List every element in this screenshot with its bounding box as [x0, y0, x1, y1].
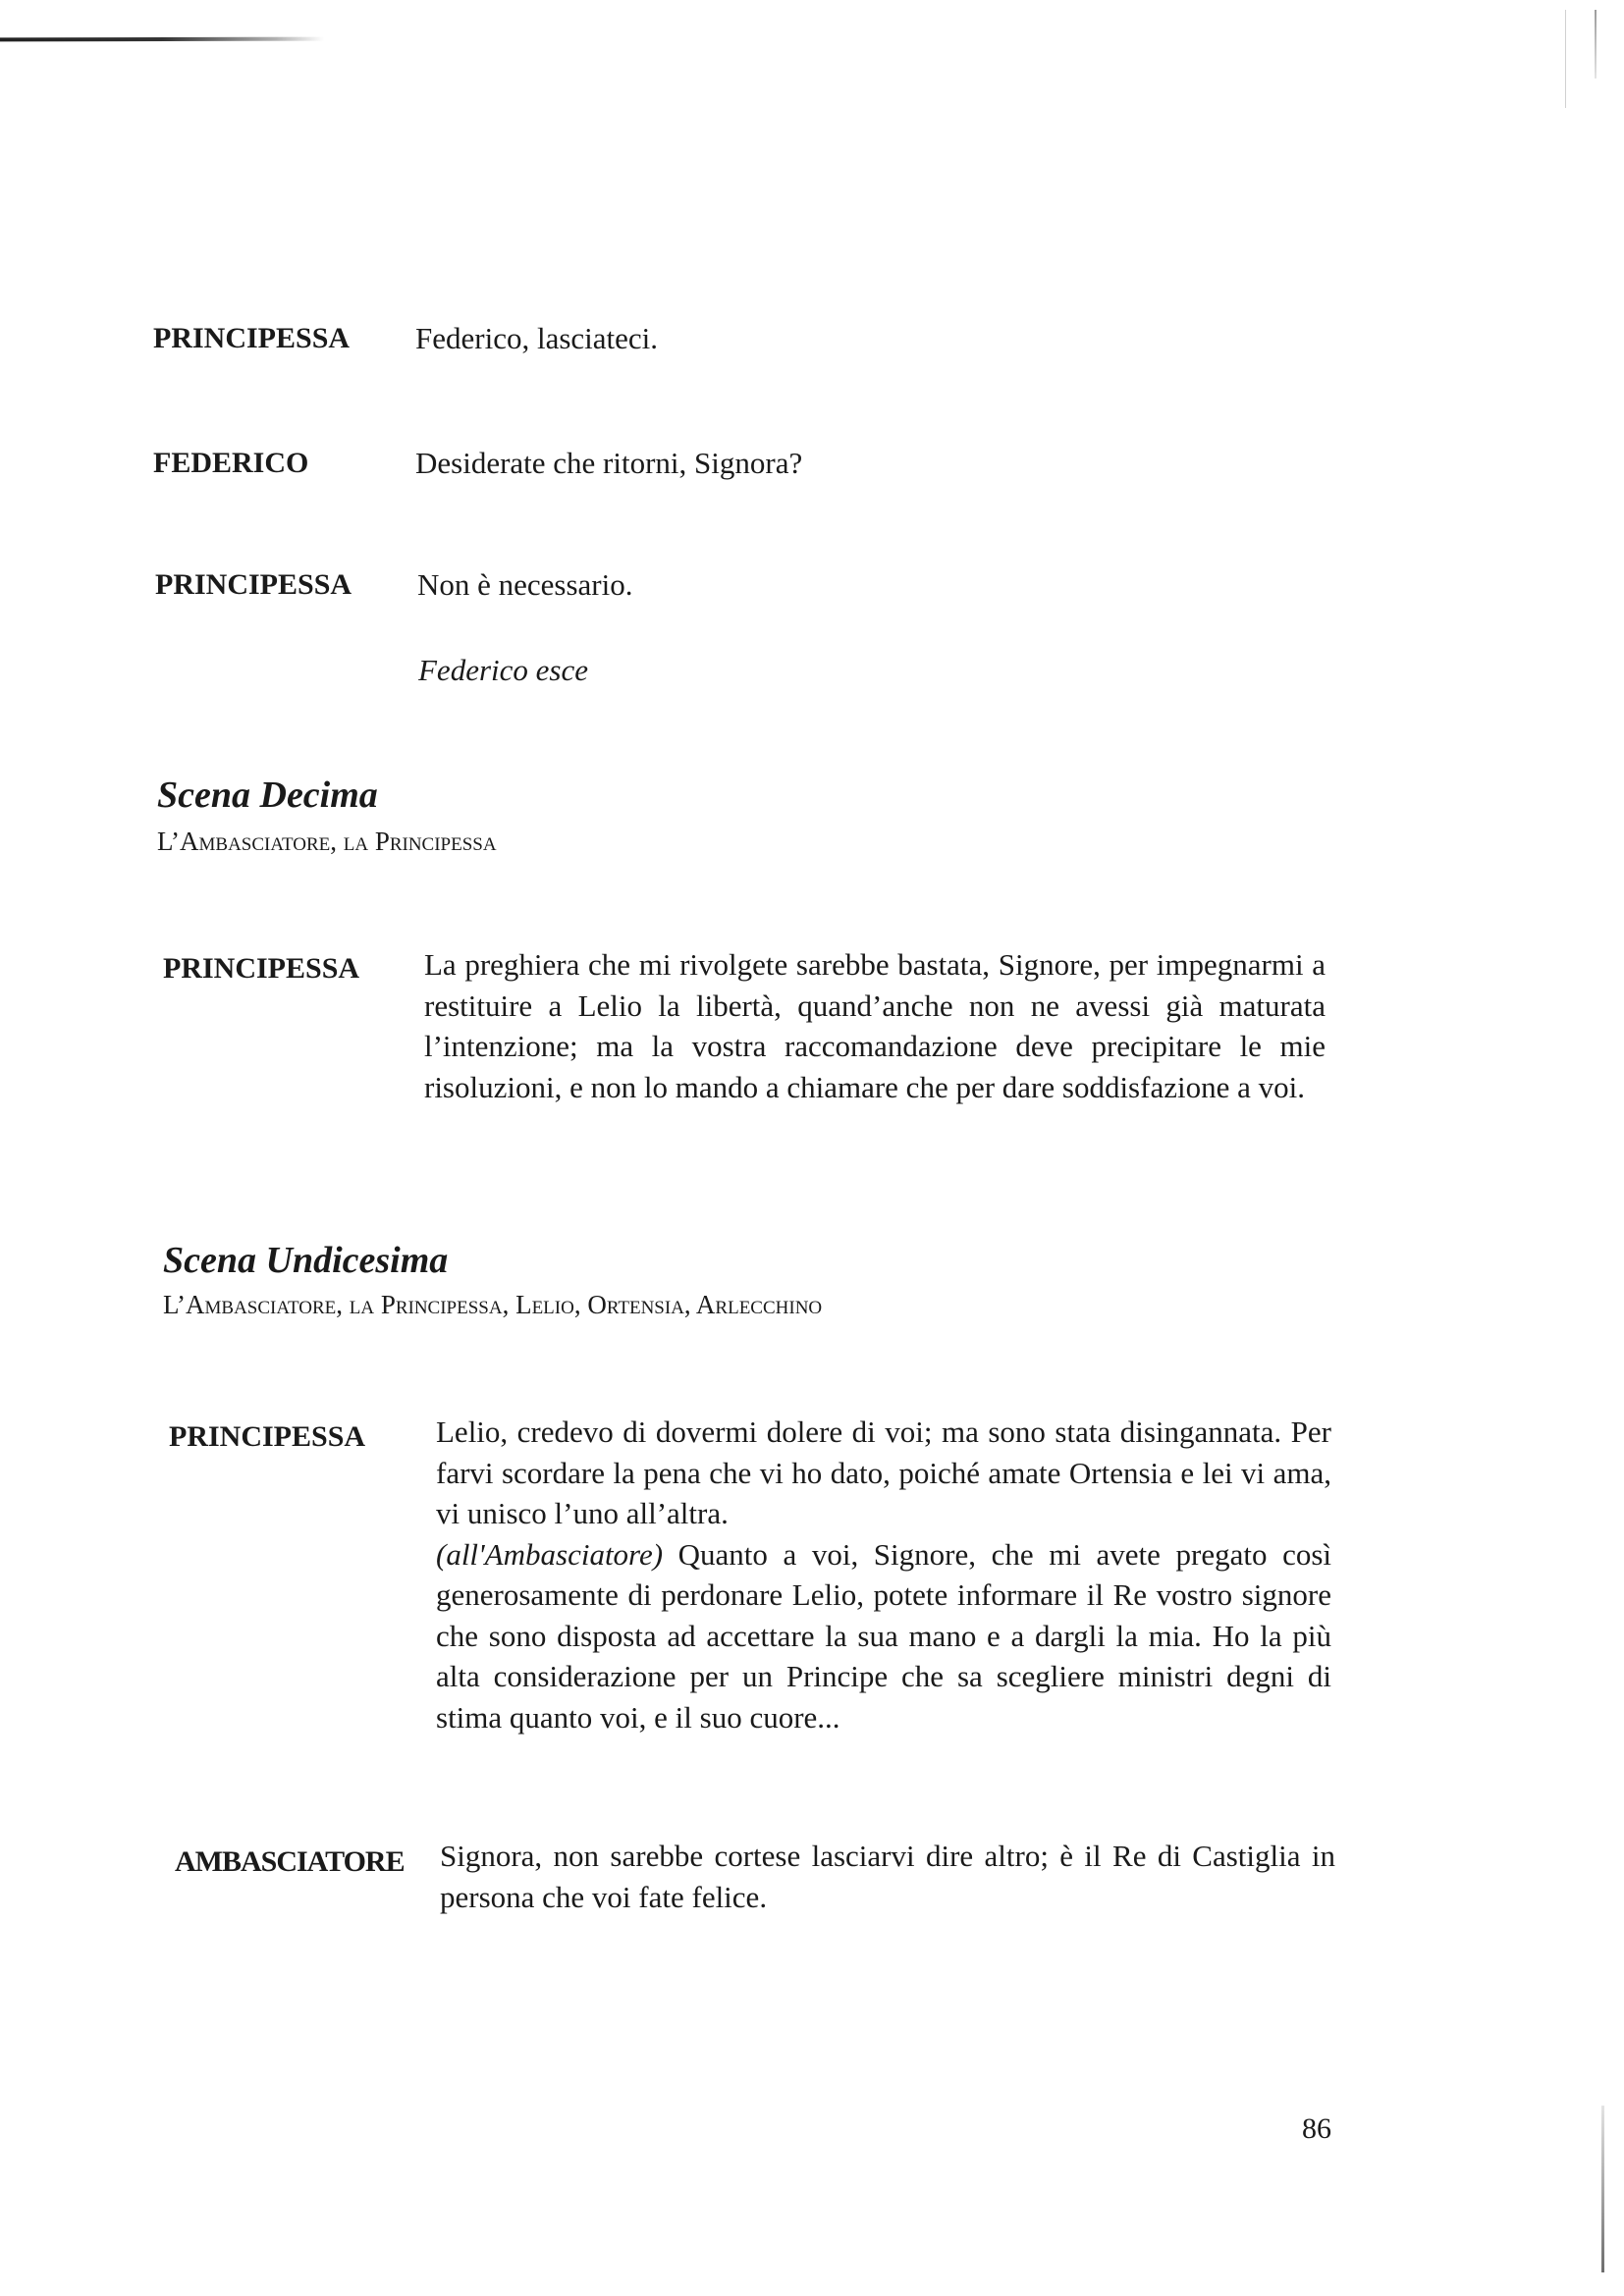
scene-title: Scena Decima: [157, 774, 378, 816]
speaker-name: PRINCIPESSA: [163, 952, 360, 985]
dialogue-text-part2: Quanto a voi, Signore, che mi avete pregato così generosamente di perdonare Lelio, potete informare il Re vostro signore che sono disposta ad accettare la sua mano e a dargli la mia. Ho la più alta considerazione per un Principe che sa scegliere ministri degni di stima quanto voi, e il suo cuore...: [436, 1536, 1331, 1735]
dialogue-text: Non è necessario.: [417, 567, 633, 602]
scene-cast: L’Ambasciatore, la Principessa, Lelio, Ortensia, Arlecchino: [163, 1290, 823, 1319]
page-number: 86: [1302, 2112, 1331, 2145]
dialogue-text: Federico, lasciateci.: [415, 321, 659, 355]
scan-artifact-top-line: [0, 37, 324, 42]
dialogue-text: [436, 1412, 1331, 1737]
speaker-name: PRINCIPESSA: [153, 322, 351, 354]
speaker-name: PRINCIPESSA: [155, 568, 352, 601]
stage-direction: Federico esce: [418, 653, 588, 687]
dialogue-text-part1: Lelio, credevo di dovermi dolere di voi; ma sono stata disingannata. Per farvi scordare la pena che vi ho dato, poiché amate Ortensia e lei vi ama, vi unisco l’uno all’altra.: [436, 1415, 1331, 1530]
scan-artifact-right-edge-bottom: [1601, 2106, 1604, 2272]
speaker-name: PRINCIPESSA: [169, 1420, 366, 1453]
scan-artifact-right-edge: [1595, 10, 1597, 79]
speaker-name: AMBASCIATORE: [175, 1845, 405, 1878]
dialogue-text: Signora, non sarebbe cortese lasciarvi dire altro; è il Re di Castiglia in persona che voi fate felice.: [440, 1839, 1335, 1914]
scan-artifact-right-edge-faint: [1565, 10, 1566, 108]
dialogue-text: Desiderate che ritorni, Signora?: [415, 446, 803, 480]
speaker-name: FEDERICO: [153, 447, 309, 479]
stage-aside: (all'Ambasciatore): [436, 1536, 664, 1572]
scene-cast: L’Ambasciatore, la Principessa: [157, 827, 497, 856]
dialogue-text: La preghiera che mi rivolgete sarebbe bastata, Signore, per impegnarmi a restituire a Lelio la libertà, quand’anche non ne avessi già maturata l’intenzione; ma la vostra raccomandazione deve precipitare le mie risoluzioni, e non lo mando a chiamare che per dare soddisfazione a voi.: [424, 947, 1326, 1104]
scene-title: Scena Undicesima: [163, 1240, 449, 1281]
